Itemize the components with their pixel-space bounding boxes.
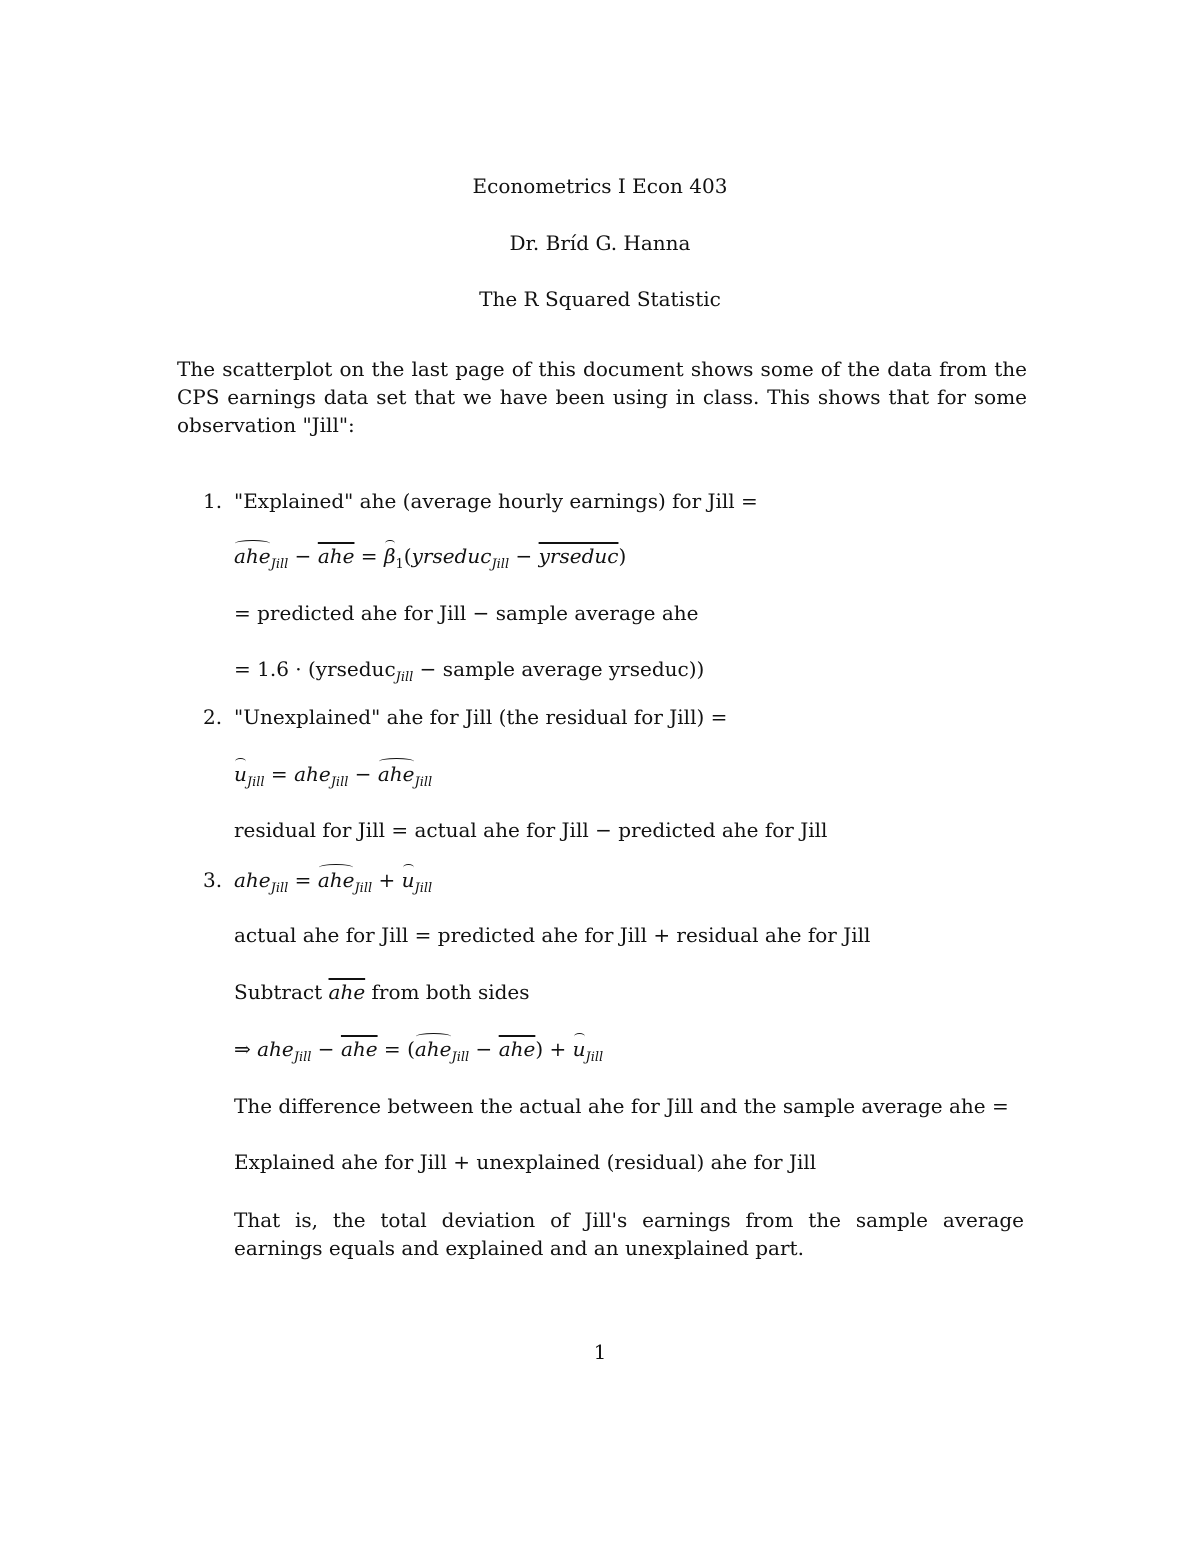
operator: +	[372, 868, 402, 892]
text: = 1.6 · (yrseduc	[234, 657, 396, 681]
item-1-heading: "Explained" ahe (average hourly earnings) for Jill =	[234, 489, 758, 513]
item-2-number: 2.	[203, 705, 223, 729]
implies-symbol: ⇒	[234, 1037, 258, 1061]
operator: =	[288, 868, 318, 892]
ahe-hat: ahe	[377, 762, 415, 786]
item-2-heading: "Unexplained" ahe for Jill (the residual for Jill) =	[234, 705, 728, 729]
item-1-line-2: = predicted ahe for Jill − sample average ahe	[234, 601, 699, 625]
item-3-subtract-line	[234, 980, 530, 1004]
text: from both sides	[365, 980, 530, 1004]
ahe-bar: $\overline{ahe}$	[498, 1037, 536, 1061]
ahe-hat: ahe	[317, 868, 355, 892]
item-2-line-2: residual for Jill = actual ahe for Jill − predicted ahe for Jill	[234, 818, 828, 842]
subscript: Jill	[585, 1050, 604, 1065]
variable: yrseduc	[411, 544, 492, 568]
subscript: 1	[395, 557, 404, 572]
document-title: The R Squared Statistic	[479, 287, 721, 311]
operator: −	[348, 762, 378, 786]
u-hat: u	[401, 868, 415, 892]
item-1-line-3	[234, 657, 705, 685]
subscript: Jill	[270, 881, 289, 896]
item-1-equation	[234, 544, 627, 572]
item-3-conclusion: That is, the total deviation of Jill's earnings from the sample average earnings equals and explained and an unexplained part.	[234, 1208, 1024, 1260]
item-3-equation	[234, 868, 433, 896]
u-hat: u	[572, 1037, 586, 1061]
ahe: ahe	[257, 1037, 294, 1061]
subscript: Jill	[451, 1050, 470, 1065]
subscript: Jill	[491, 557, 510, 572]
operator: −	[509, 544, 539, 568]
page-number: 1	[593, 1340, 607, 1364]
item-3-number: 3.	[203, 868, 223, 892]
paren: (	[407, 1037, 415, 1061]
ahe-bar: $\overline{ahe}$	[317, 544, 355, 568]
operator: −	[288, 544, 318, 568]
text: − sample average yrseduc))	[413, 657, 705, 681]
subscript: Jill	[354, 881, 373, 896]
operator: =	[377, 1037, 408, 1061]
subscript: Jill	[293, 1050, 312, 1065]
course-title: Econometrics I Econ 403	[472, 174, 728, 198]
ahe-bar: $\overline{ahe}$	[328, 980, 366, 1004]
subscript: Jill	[414, 775, 433, 790]
instructor-name: Dr. Bríd G. Hanna	[509, 231, 691, 255]
intro-paragraph: The scatterplot on the last page of this document shows some of the data from the CPS earnings data set that we have been using in class. This shows that for some observation "Jill":	[177, 357, 1027, 437]
operator: −	[469, 1037, 499, 1061]
yrseduc-bar: yrseduc	[538, 544, 619, 568]
item-3-actual-line: actual ahe for Jill = predicted ahe for Jill + residual ahe for Jill	[234, 923, 871, 947]
paren: (	[403, 544, 412, 568]
operator: =	[354, 544, 384, 568]
ahe: ahe	[234, 868, 271, 892]
item-3-implies-equation	[234, 1037, 604, 1065]
item-1-number: 1.	[203, 489, 223, 513]
text: Subtract	[234, 980, 329, 1004]
operator: +	[543, 1037, 573, 1061]
ahe-bar: $\overline{ahe}$	[340, 1037, 378, 1061]
subscript: Jill	[330, 775, 349, 790]
item-3-difference-line: The difference between the actual ahe for Jill and the sample average ahe =	[234, 1094, 1009, 1118]
operator: =	[264, 762, 295, 786]
subscript: Jill	[395, 670, 414, 685]
item-3-explained-line: Explained ahe for Jill + unexplained (residual) ahe for Jill	[234, 1150, 817, 1174]
operator: −	[311, 1037, 341, 1061]
paren: )	[535, 1037, 544, 1061]
paren: )	[618, 544, 627, 568]
ahe: ahe	[294, 762, 331, 786]
ahe-hat: ahe	[234, 544, 271, 568]
subscript: Jill	[414, 881, 433, 896]
beta-hat: β	[383, 544, 396, 568]
ahe-hat: ahe	[414, 1037, 452, 1061]
u-hat: u	[234, 762, 247, 786]
subscript: Jill	[246, 775, 265, 790]
subscript: Jill	[270, 557, 289, 572]
item-2-equation	[234, 762, 433, 790]
